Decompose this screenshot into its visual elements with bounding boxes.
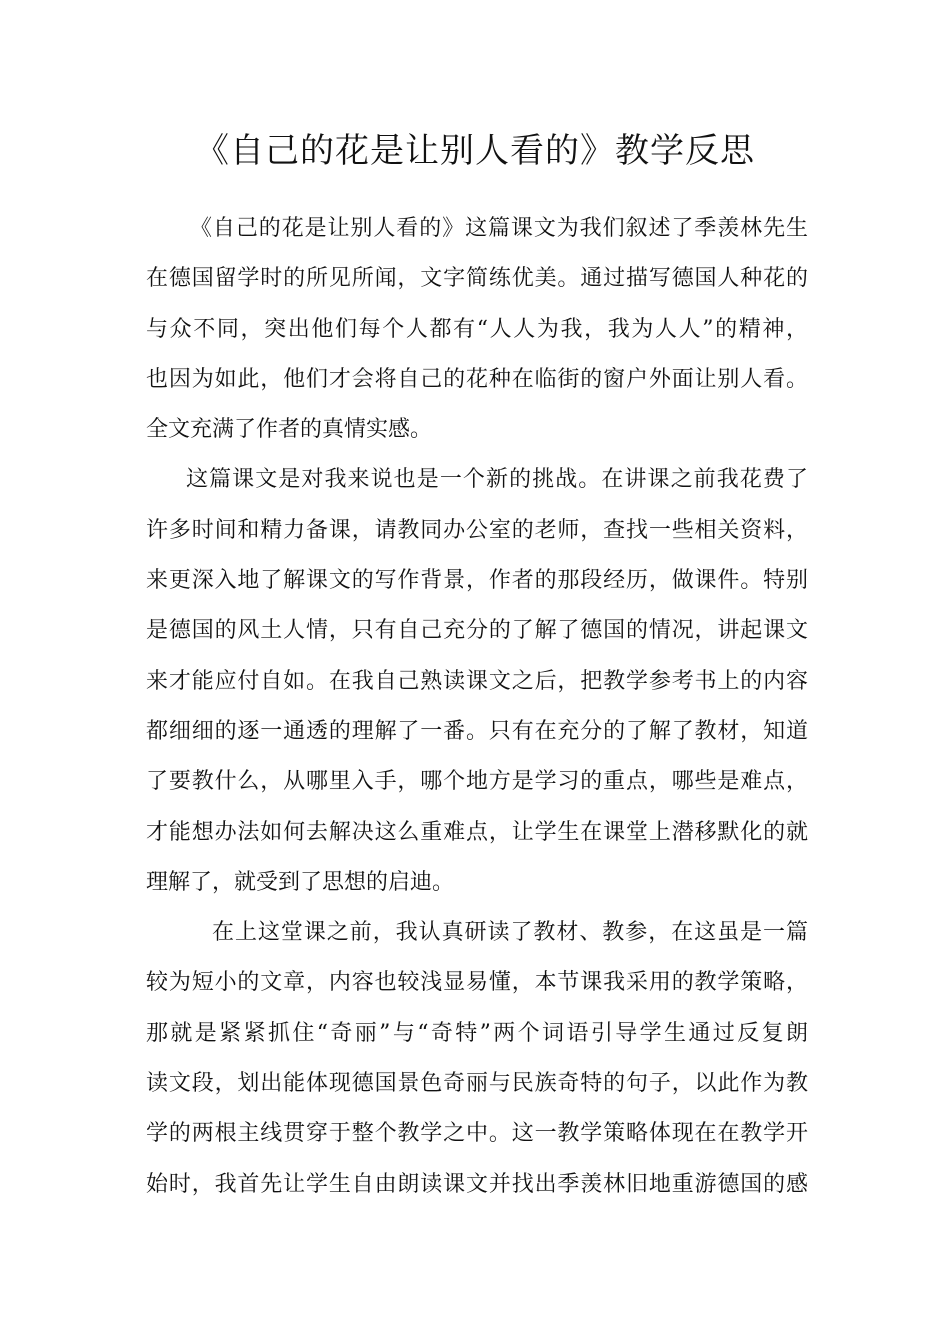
paragraph-3-line-2: 较为短小的文章，内容也较浅显易懂，本节课我采用的教学策略， [146, 970, 808, 996]
paragraph-1-line-3: 与众不同，突出他们每个人都有“人人为我，我为人人”的精神， [146, 316, 808, 342]
document-body [146, 204, 808, 1210]
paragraph-2-line-2: 许多时间和精力备课，请教同办公室的老师，查找一些相关资料， [146, 517, 808, 543]
paragraph-1-line-5: 全文充满了作者的真情实感。 [146, 417, 433, 443]
paragraph-2-line-7: 了要教什么，从哪里入手，哪个地方是学习的重点，哪些是难点， [146, 769, 808, 795]
paragraph-1-line-2: 在德国留学时的所见所闻，文字简练优美。通过描写德国人种花的 [146, 266, 808, 292]
paragraph-3-line-5: 学的两根主线贯穿于整个教学之中。这一教学策略体现在在教学开 [146, 1121, 808, 1147]
paragraph-3-line-3: 那就是紧紧抓住“奇丽”与“奇特”两个词语引导学生通过反复朗 [146, 1020, 808, 1046]
paragraph-3-line-4: 读文段，划出能体现德国景色奇丽与民族奇特的句子，以此作为教 [146, 1071, 808, 1097]
paragraph-2-line-5: 来才能应付自如。在我自己熟读课文之后，把教学参考书上的内容 [146, 668, 808, 694]
paragraph-2-line-3: 来更深入地了解课文的写作背景，作者的那段经历，做课件。特别 [146, 568, 808, 594]
document-title: 《自己的花是让别人看的》教学反思 [195, 131, 755, 171]
paragraph-3-line-6: 始时，我首先让学生自由朗读课文并找出季羡林旧地重游德国的感 [146, 1171, 808, 1197]
paragraph-2-line-4: 是德国的风土人情，只有自己充分的了解了德国的情况，讲起课文 [146, 618, 808, 644]
paragraph-2-line-8: 才能想办法如何去解决这么重难点，让学生在课堂上潜移默化的就 [146, 819, 808, 845]
paragraph-2-line-9: 理解了，就受到了思想的启迪。 [146, 869, 455, 895]
paragraph-3-line-1: 在上这堂课之前，我认真研读了教材、教参，在这虽是一篇 [212, 920, 808, 946]
paragraph-2-line-1: 这篇课文是对我来说也是一个新的挑战。在讲课之前我花费了 [186, 467, 808, 493]
paragraph-1-line-1: 《自己的花是让别人看的》这篇课文为我们叙述了季羡林先生 [190, 216, 808, 241]
paragraph-2-line-6: 都细细的逐一通透的理解了一番。只有在充分的了解了教材，知道 [146, 718, 808, 744]
paragraph-1-line-4: 也因为如此，他们才会将自己的花种在临街的窗户外面让别人看。 [146, 366, 808, 392]
